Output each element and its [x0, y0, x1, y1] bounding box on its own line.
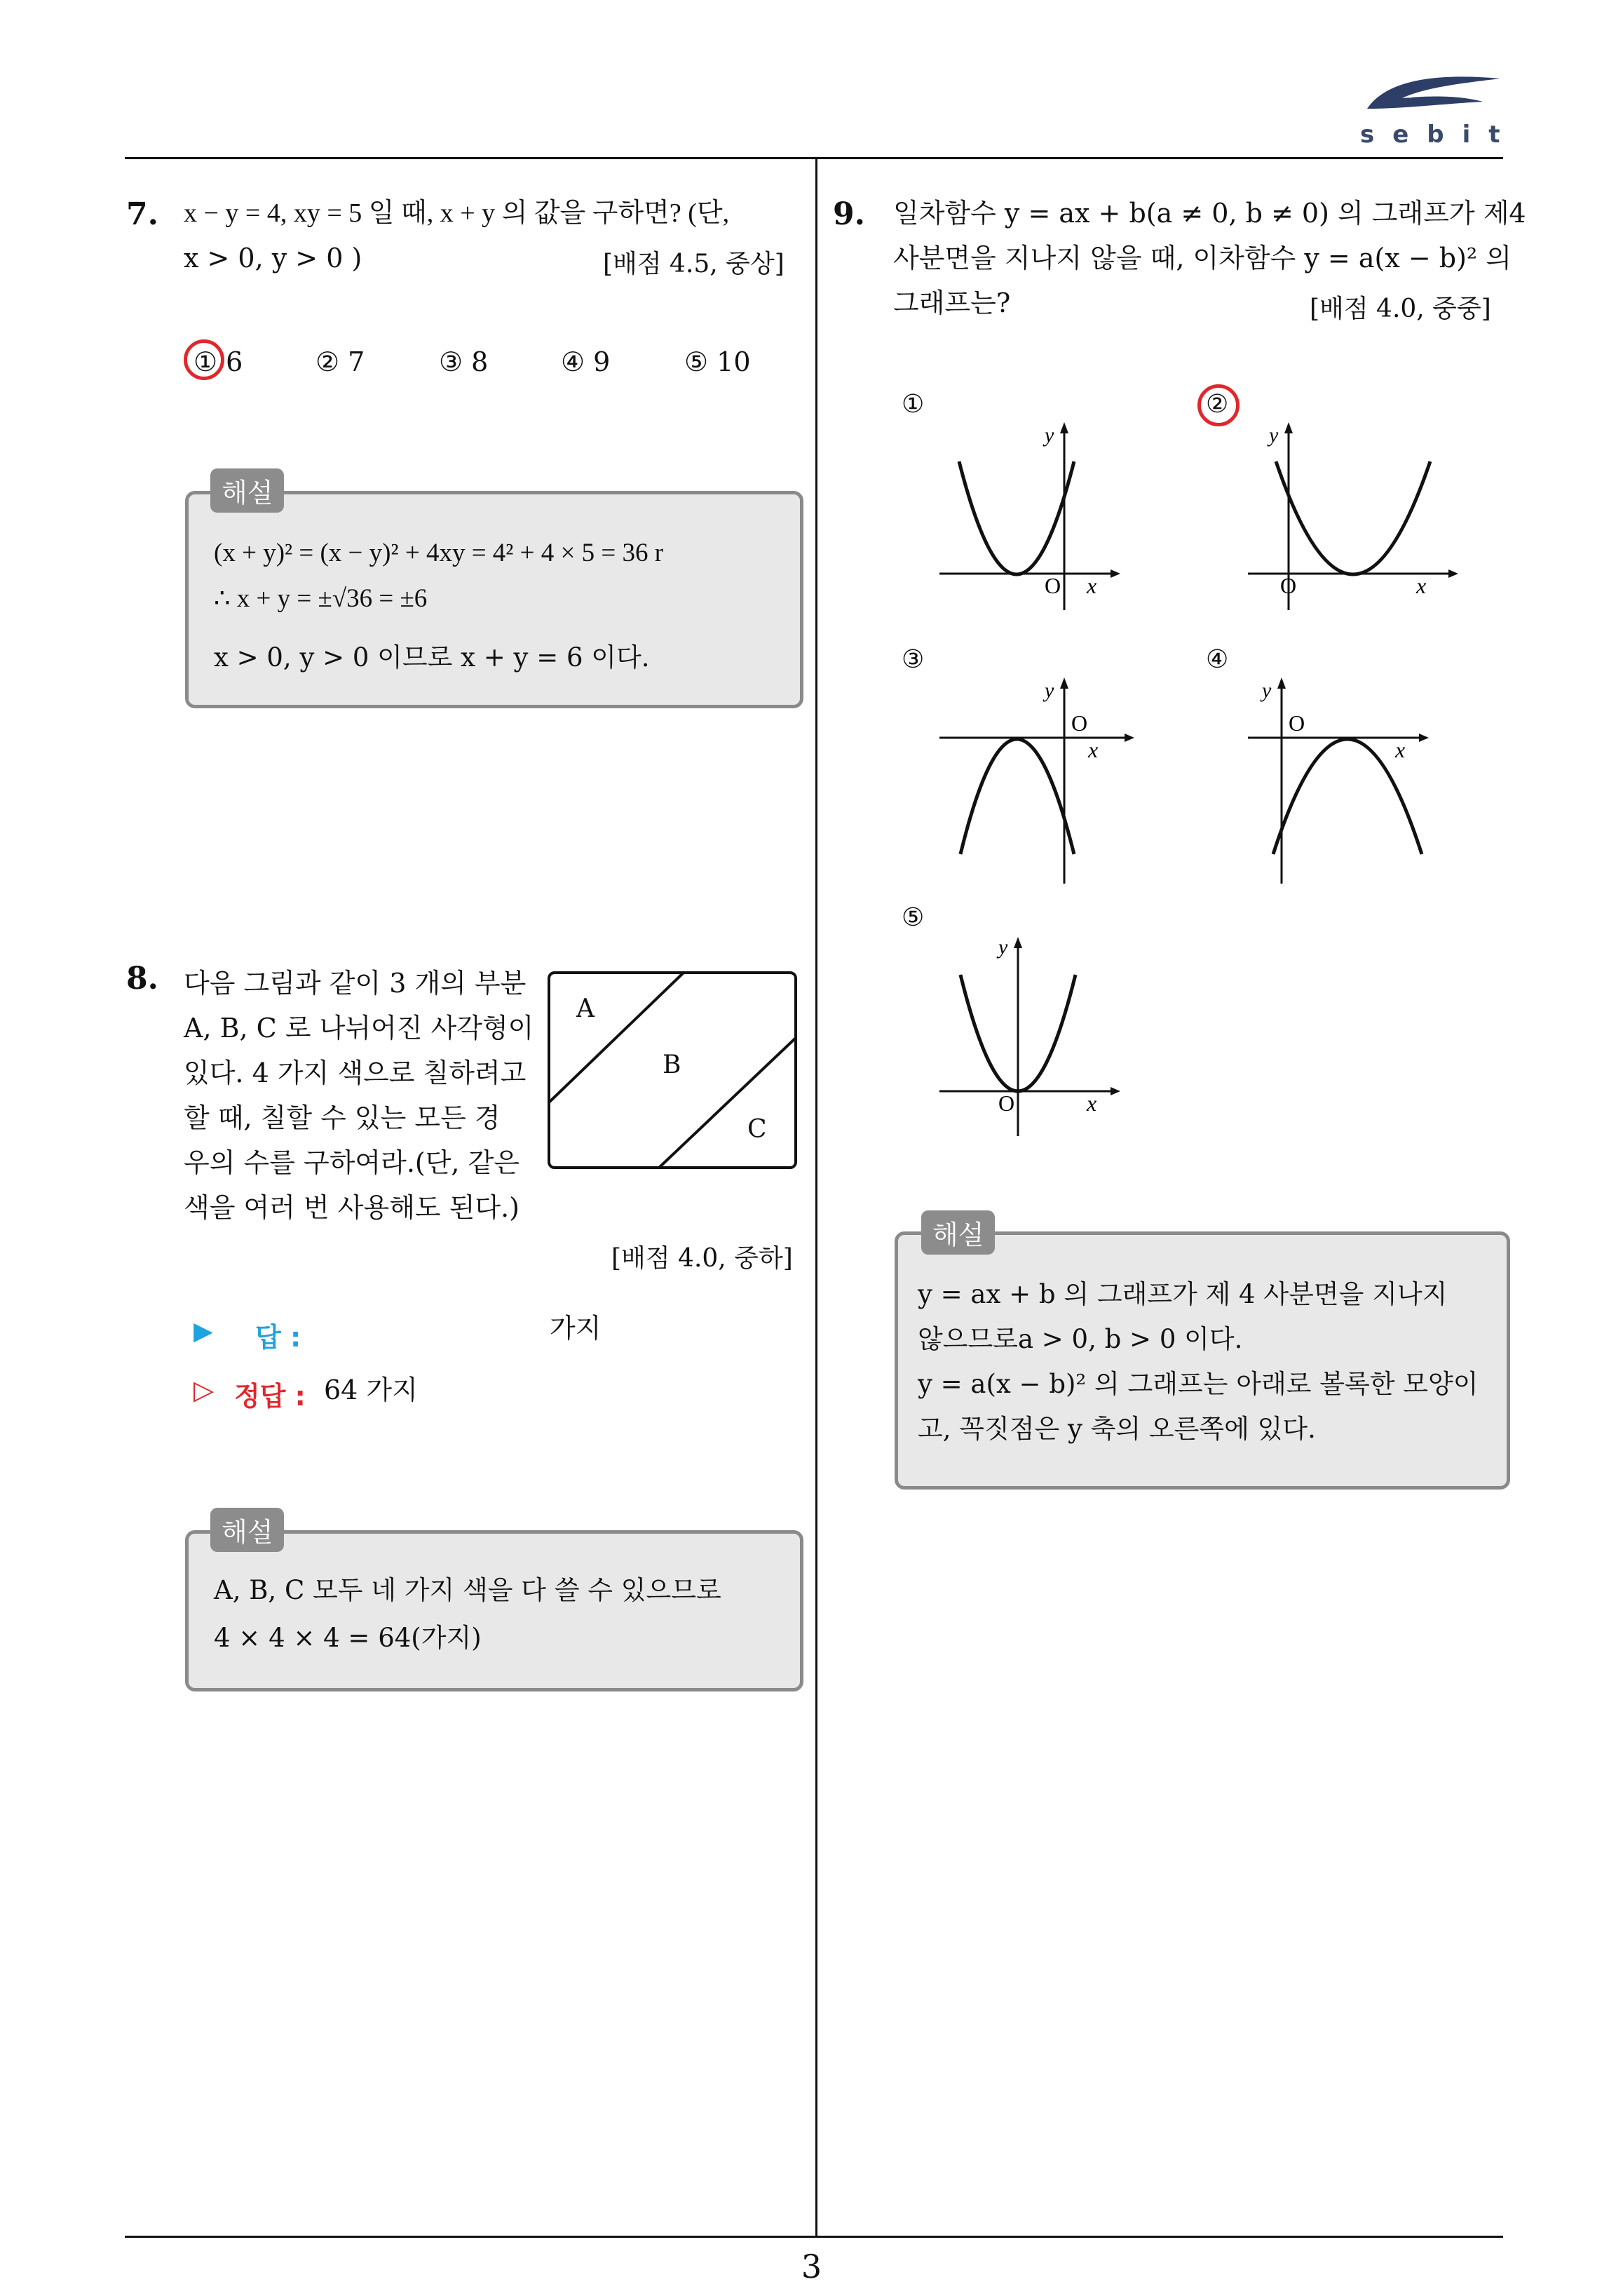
q8-figure-label-a: A	[576, 994, 595, 1023]
q7-explain-tag: 해설	[210, 468, 284, 513]
graph-4-origin-label: O	[1289, 710, 1305, 736]
q8-answer-label: 답 :	[255, 1322, 301, 1353]
q8-line2: A, B, C 로 나뉘어진 사각형이	[184, 1013, 534, 1044]
q9-choice-5[interactable]: ⑤	[902, 903, 925, 932]
q8-explain-line2: 4 × 4 × 4 = 64(가지)	[214, 1623, 482, 1653]
q8-line6: 색을 여러 번 사용해도 된다.)	[184, 1192, 520, 1223]
page-number: 3	[801, 2248, 822, 2285]
q9-explanation-box	[895, 1231, 1510, 1490]
graph-3-y-label: y	[1045, 679, 1054, 702]
q7-meta: [배점 4.5, 중상]	[603, 250, 785, 278]
q9-explain-line4: 고, 꼭짓점은 y 축의 오른쪽에 있다.	[918, 1414, 1316, 1444]
q8-answer-unit: 가지	[550, 1313, 602, 1344]
q8-meta: [배점 4.0, 중하]	[611, 1244, 793, 1273]
q9-explain-tag: 해설	[921, 1210, 995, 1255]
q8-correct-label: 정답 :	[234, 1381, 306, 1412]
q9-choice-1[interactable]: ①	[902, 390, 925, 419]
q9-explain-line3: y = a(x − b)² 의 그래프는 아래로 볼록한 모양이	[918, 1369, 1479, 1399]
graph-2-x-label: x	[1416, 573, 1427, 598]
correct-arrow-icon: ▷	[193, 1375, 215, 1405]
q9-choice-4[interactable]: ④	[1206, 645, 1229, 674]
q9-explain-line1: y = ax + b 의 그래프가 제 4 사분면을 지나지	[918, 1279, 1448, 1309]
q7-line1: x − y = 4, xy = 5 일 때, x + y 의 값을 구하면? (단,	[184, 198, 730, 228]
graph-1-x-label: x	[1087, 573, 1097, 598]
q7-choice-2[interactable]: ② 7	[315, 346, 365, 377]
q8-explanation-box	[185, 1530, 803, 1691]
column-divider	[815, 157, 817, 2237]
q9-selected-mark	[1197, 384, 1240, 426]
q7-choice-1[interactable]: ① 6	[193, 346, 243, 377]
graph-1-origin-label: O	[1045, 573, 1061, 598]
logo-text: sebit	[1360, 121, 1519, 149]
graph-4-y-label: y	[1262, 679, 1272, 702]
sebit-logo	[1360, 70, 1519, 154]
graph-2-y-label: y	[1269, 424, 1279, 447]
graph-1-y-label: y	[1045, 424, 1054, 447]
q8-figure-label-c: C	[747, 1115, 767, 1144]
q9-line2: 사분면을 지나지 않을 때, 이차함수 y = a(x − b)² 의	[893, 243, 1512, 274]
graph-3-origin-label: O	[1071, 710, 1088, 736]
header-rule	[125, 157, 1503, 159]
graph-5-origin-label: O	[998, 1090, 1015, 1116]
graph-5-y-label: y	[998, 936, 1008, 959]
q9-graph-2	[1248, 421, 1465, 610]
footer-rule	[125, 2236, 1503, 2238]
q9-graph-1	[939, 421, 1122, 610]
q7-explain-line1: (x + y)² = (x − y)² + 4xy = 4² + 4 × 5 = 36 r	[214, 539, 664, 567]
q9-choice-3[interactable]: ③	[902, 645, 925, 674]
q9-line1: 일차함수 y = ax + b(a ≠ 0, b ≠ 0) 의 그래프가 제4	[893, 198, 1526, 229]
q8-explain-line1: A, B, C 모두 네 가지 색을 다 쓸 수 있으므로	[214, 1575, 721, 1605]
q9-number: 9.	[833, 196, 865, 232]
q8-correct-value: 64 가지	[324, 1375, 418, 1405]
graph-3-x-label: x	[1088, 737, 1099, 762]
graph-2-origin-label: O	[1280, 573, 1297, 598]
q7-explain-line3: x > 0, y > 0 이므로 x + y = 6 이다.	[214, 642, 650, 673]
q9-meta: [배점 4.0, 중중]	[1310, 295, 1491, 323]
q8-line5: 우의 수를 구하여라.(단, 같은	[184, 1147, 520, 1178]
q8-answer-input[interactable]	[365, 1311, 540, 1345]
q7-explanation-box	[185, 491, 803, 708]
q7-choice-4[interactable]: ④ 9	[561, 346, 611, 377]
q9-line3: 그래프는?	[893, 288, 1011, 318]
q8-line1: 다음 그림과 같이 3 개의 부분	[184, 968, 527, 999]
graph-4-x-label: x	[1395, 737, 1406, 762]
q9-graph-3	[939, 673, 1136, 884]
q7-explain-line2: ∴ x + y = ±√36 = ±6	[214, 584, 428, 613]
q9-choice-2[interactable]: ②	[1206, 390, 1229, 419]
q7-number: 7.	[126, 196, 158, 232]
graph-5-x-label: x	[1087, 1090, 1097, 1116]
q8-explain-tag: 해설	[210, 1508, 284, 1552]
answer-arrow-icon: ▶	[193, 1317, 213, 1346]
q7-selected-mark	[184, 339, 224, 380]
q9-graph-5	[939, 933, 1122, 1136]
q8-figure-label-b: B	[663, 1051, 681, 1079]
q8-line4: 할 때, 칠할 수 있는 모든 경	[184, 1102, 501, 1133]
q8-number: 8.	[126, 961, 158, 997]
q7-choice-3[interactable]: ③ 8	[439, 346, 489, 377]
q9-graph-4	[1248, 673, 1465, 884]
q8-line3: 있다. 4 가지 색으로 칠하려고	[184, 1058, 527, 1088]
q7-choice-5[interactable]: ⑤ 10	[684, 346, 751, 377]
q9-explain-line2: 않으므로a > 0, b > 0 이다.	[918, 1324, 1243, 1354]
q7-line2: x > 0, y > 0 )	[184, 243, 362, 274]
